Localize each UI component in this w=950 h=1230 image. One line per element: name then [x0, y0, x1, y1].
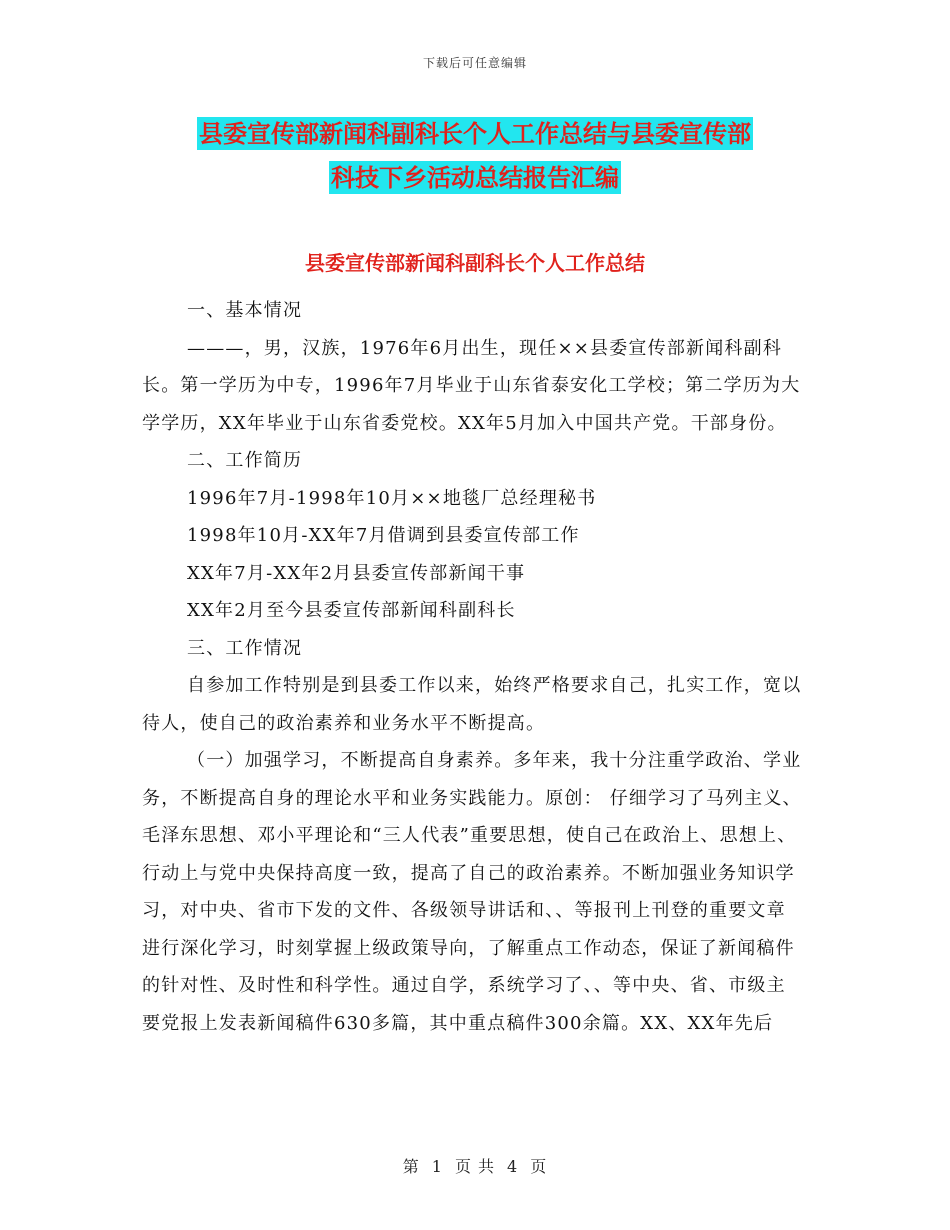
footer-prefix: 第: [402, 1157, 420, 1176]
history-item-1: 1996年7月-1998年10月××地毯厂总经理秘书: [187, 487, 597, 509]
history-item-2: 1998年10月-XX年7月借调到县委宣传部工作: [187, 525, 580, 546]
paragraph-work-intro: 自参加工作特别是到县委工作以来，始终严格要求自己，扎实工作，宽以待人，使自己的政治素养和业务水平不断提高。: [142, 675, 802, 734]
paragraph-study: （一）加强学习，不断提高自身素养。多年来，我十分注重学政治、学业务，不断提高自身的理论水平和业务实践能力。原创： 仔细学习了马列主义、毛泽东思想、邓小平理论和“三人代表”重要思想，使自己在政治上、思想上、行动上与党中央保持高度一致，提高了自己的政治素养。不断加强业务知识学习，对中央、省市下发的文件、各级领导讲话和、、等报刊上刊登的重要文章进行深化学习，时刻掌握上级政策导向，了解重点工作动态，保证了新闻稿件的针对性、及时性和科学性。通过自学，系统学习了、、等中央、省、市级主要党报上发表新闻稿件630多篇，其中重点稿件300余篇。XX、XX年先后: [142, 750, 802, 1034]
footer-suffix: 页: [530, 1157, 548, 1176]
heading-basic-info: 一、基本情况: [187, 300, 303, 321]
footer-total-pages: 4: [507, 1157, 519, 1176]
page-header-note: 下载后可任意编辑: [422, 56, 527, 70]
document-title: [0, 112, 950, 200]
section-title: 县委宣传部新闻科副科长个人工作总结: [305, 251, 645, 275]
history-item-4: XX年2月至今县委宣传部新闻科副科长: [187, 600, 516, 621]
footer-mid: 页 共: [454, 1157, 496, 1176]
document-body: [142, 292, 802, 1042]
title-line-2: [0, 156, 950, 200]
page-footer: [0, 1154, 950, 1177]
heading-work-history: 二、工作简历: [187, 450, 303, 471]
paragraph-basic-info: ———，男，汉族，1976年6月出生，现任××县委宣传部新闻科副科长。第一学历为中专，1996年7月毕业于山东省泰安化工学校；第二学历为大学学历，XX年毕业于山东省委党校。XX年5月加入中国共产党。干部身份。: [142, 337, 801, 434]
history-item-3: XX年7月-XX年2月县委宣传部新闻干事: [187, 562, 526, 584]
title-line-2-text: 科技下乡活动总结报告汇编: [331, 163, 619, 192]
title-line-1: [0, 112, 950, 156]
title-line-1-text: 县委宣传部新闻科副科长个人工作总结与县委宣传部: [199, 119, 751, 148]
footer-page-number: 1: [431, 1157, 443, 1176]
heading-work-situation: 三、工作情况: [187, 637, 303, 659]
